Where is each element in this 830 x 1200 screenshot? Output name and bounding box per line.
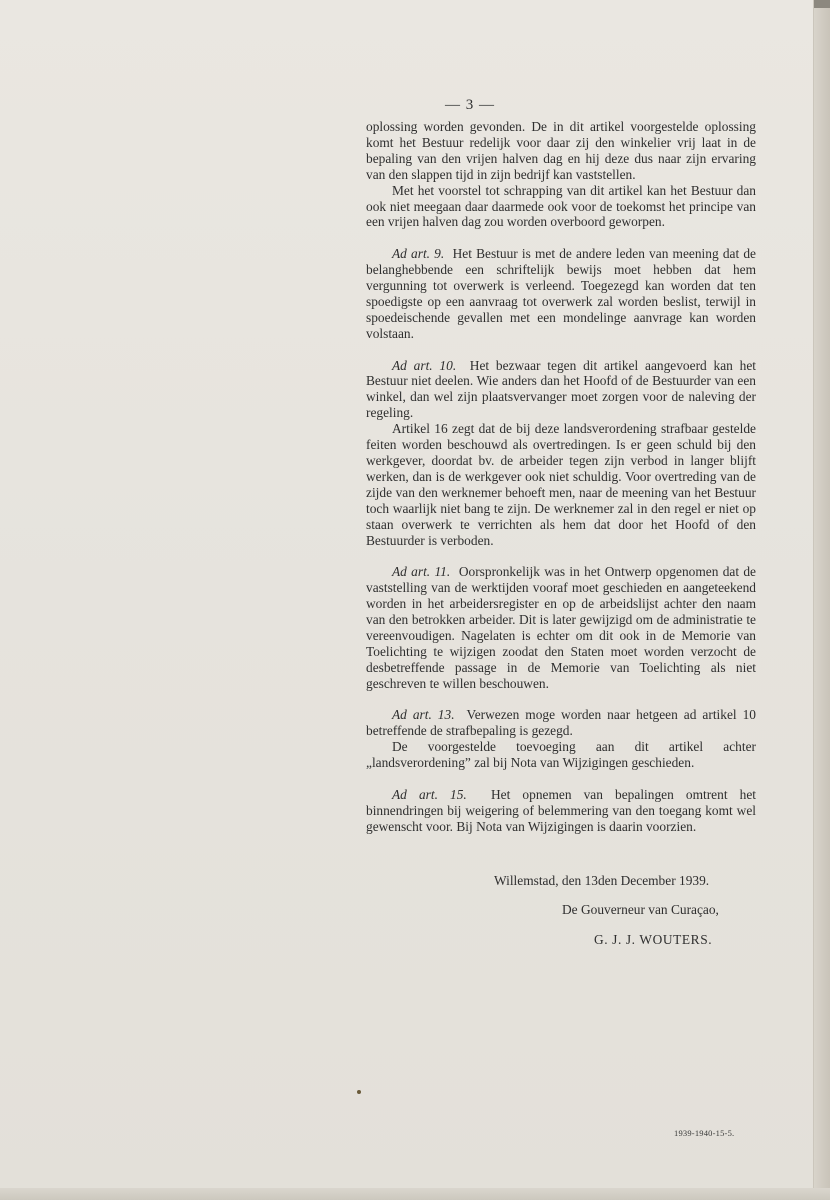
paragraph-toevoeging: De voorgestelde toevoeging aan dit artikel achter „landsverordening” zal bij Nota van Wijzigingen geschieden. — [366, 739, 756, 771]
paragraph-art-15 — [366, 787, 756, 835]
paragraph-art-9 — [366, 246, 756, 341]
place-date: Willemstad, den 13den December 1939. — [494, 873, 710, 888]
paragraph-text: Het bezwaar tegen dit artikel aangevoerd kan het Bestuur niet deelen. Wie anders dan het Hoofd of de Bestuurder van een winkel, dan wel zijn plaatsvervanger moet zorgen voor de naleving der regeling. — [366, 357, 756, 421]
article-label: Ad art. 13. — [392, 707, 455, 723]
paragraph-continuation: oplossing worden gevonden. De in dit artikel voorgestelde oplossing komt het Bestuur redelijk voor daar zij den winkelier vrij laat in de bepaling van den vrijen halven dag en hij deze dus naar zijn ervaring van den slappen tijd in zijn bedrijf kan vaststellen. — [366, 119, 756, 182]
paragraph-art-13 — [366, 707, 756, 739]
ink-speck — [357, 1090, 361, 1094]
page-right-edge — [813, 0, 830, 1200]
governor-title: De Gouverneur van Curaçao, — [562, 902, 719, 917]
article-label: Ad art. 9. — [392, 246, 445, 262]
paragraph-text: Het Bestuur is met de andere leden van meening dat de belanghebbende een schriftelijk bewijs moet hebben dat hem vergunning tot overwerk is verleend. Toegezegd kan worden dat ten spoedigste op een aanvraag tot overwerk zal worden beslist, terwijl in spoedeischende gevallen met een mondelinge aanvrage kan worden volstaan. — [366, 246, 756, 341]
paragraph-art-11 — [366, 564, 756, 691]
paragraph-text: Het opnemen van bepalingen omtrent het binnendringen bij weigering of belemmering van den toegang komt wel gewenscht voor. Bij Nota van Wijzigingen is daarin voorzien. — [366, 786, 756, 834]
page-bottom-edge — [0, 1188, 830, 1200]
body-text — [366, 119, 756, 835]
paragraph-text: Verwezen moge worden naar hetgeen ad artikel 10 betreffende de strafbepaling is gezegd. — [366, 707, 756, 739]
paragraph-text: Oorspronkelijk was in het Ontwerp opgenomen dat de vaststelling van de werktijden vooraf moet geschieden en aangeteekend worden in het arbeidersregister en op de arbeidslijst achter den naam van den betrokken arbeider. Dit is later gewijzigd om de administratie te vereenvoudigen. Nagelaten is echter om dit ook in de Memorie van Toelichting te wijzigen zoodat den Staten moet worden verzocht de desbetreffende passage in de Memorie van Toelichting als niet geschreven te willen beschouwen. — [366, 564, 757, 691]
paragraph-artikel-16: Artikel 16 zegt dat de bij deze landsverordening strafbaar gestelde feiten worden beschouwd als overtredingen. Is er geen schuld bij den werkgever, doordat bv. de arbeider tegen zijn verbod in langer blijft werken, dan is de werkgever ook niet schuldig. Voor overtreding van de zijde van den werknemer behoeft men, naar de meening van het Bestuur toch waarlijk niet bang te zijn. De werknemer zal in den regel er niet op staan overwerk te verrichten als hem dat door het Hoofd of den Bestuurder is verboden. — [366, 421, 756, 548]
page-corner-mark — [814, 0, 830, 8]
paragraph-schrapping: Met het voorstel tot schrapping van dit artikel kan het Bestuur dan ook niet meegaan daar daarmede ook voor de toekomst het principe van een vrijen halven dag zou worden overboord geworpen. — [366, 182, 756, 230]
print-reference: 1939-1940-15-5. — [674, 1128, 735, 1138]
signature-name: G. J. J. WOUTERS. — [594, 932, 713, 947]
article-label: Ad art. 10. — [392, 357, 457, 373]
article-label: Ad art. 11. — [392, 564, 451, 580]
page-number: — 3 — — [445, 97, 495, 113]
paragraph-art-10 — [366, 358, 756, 422]
article-label: Ad art. 15. — [392, 786, 467, 802]
